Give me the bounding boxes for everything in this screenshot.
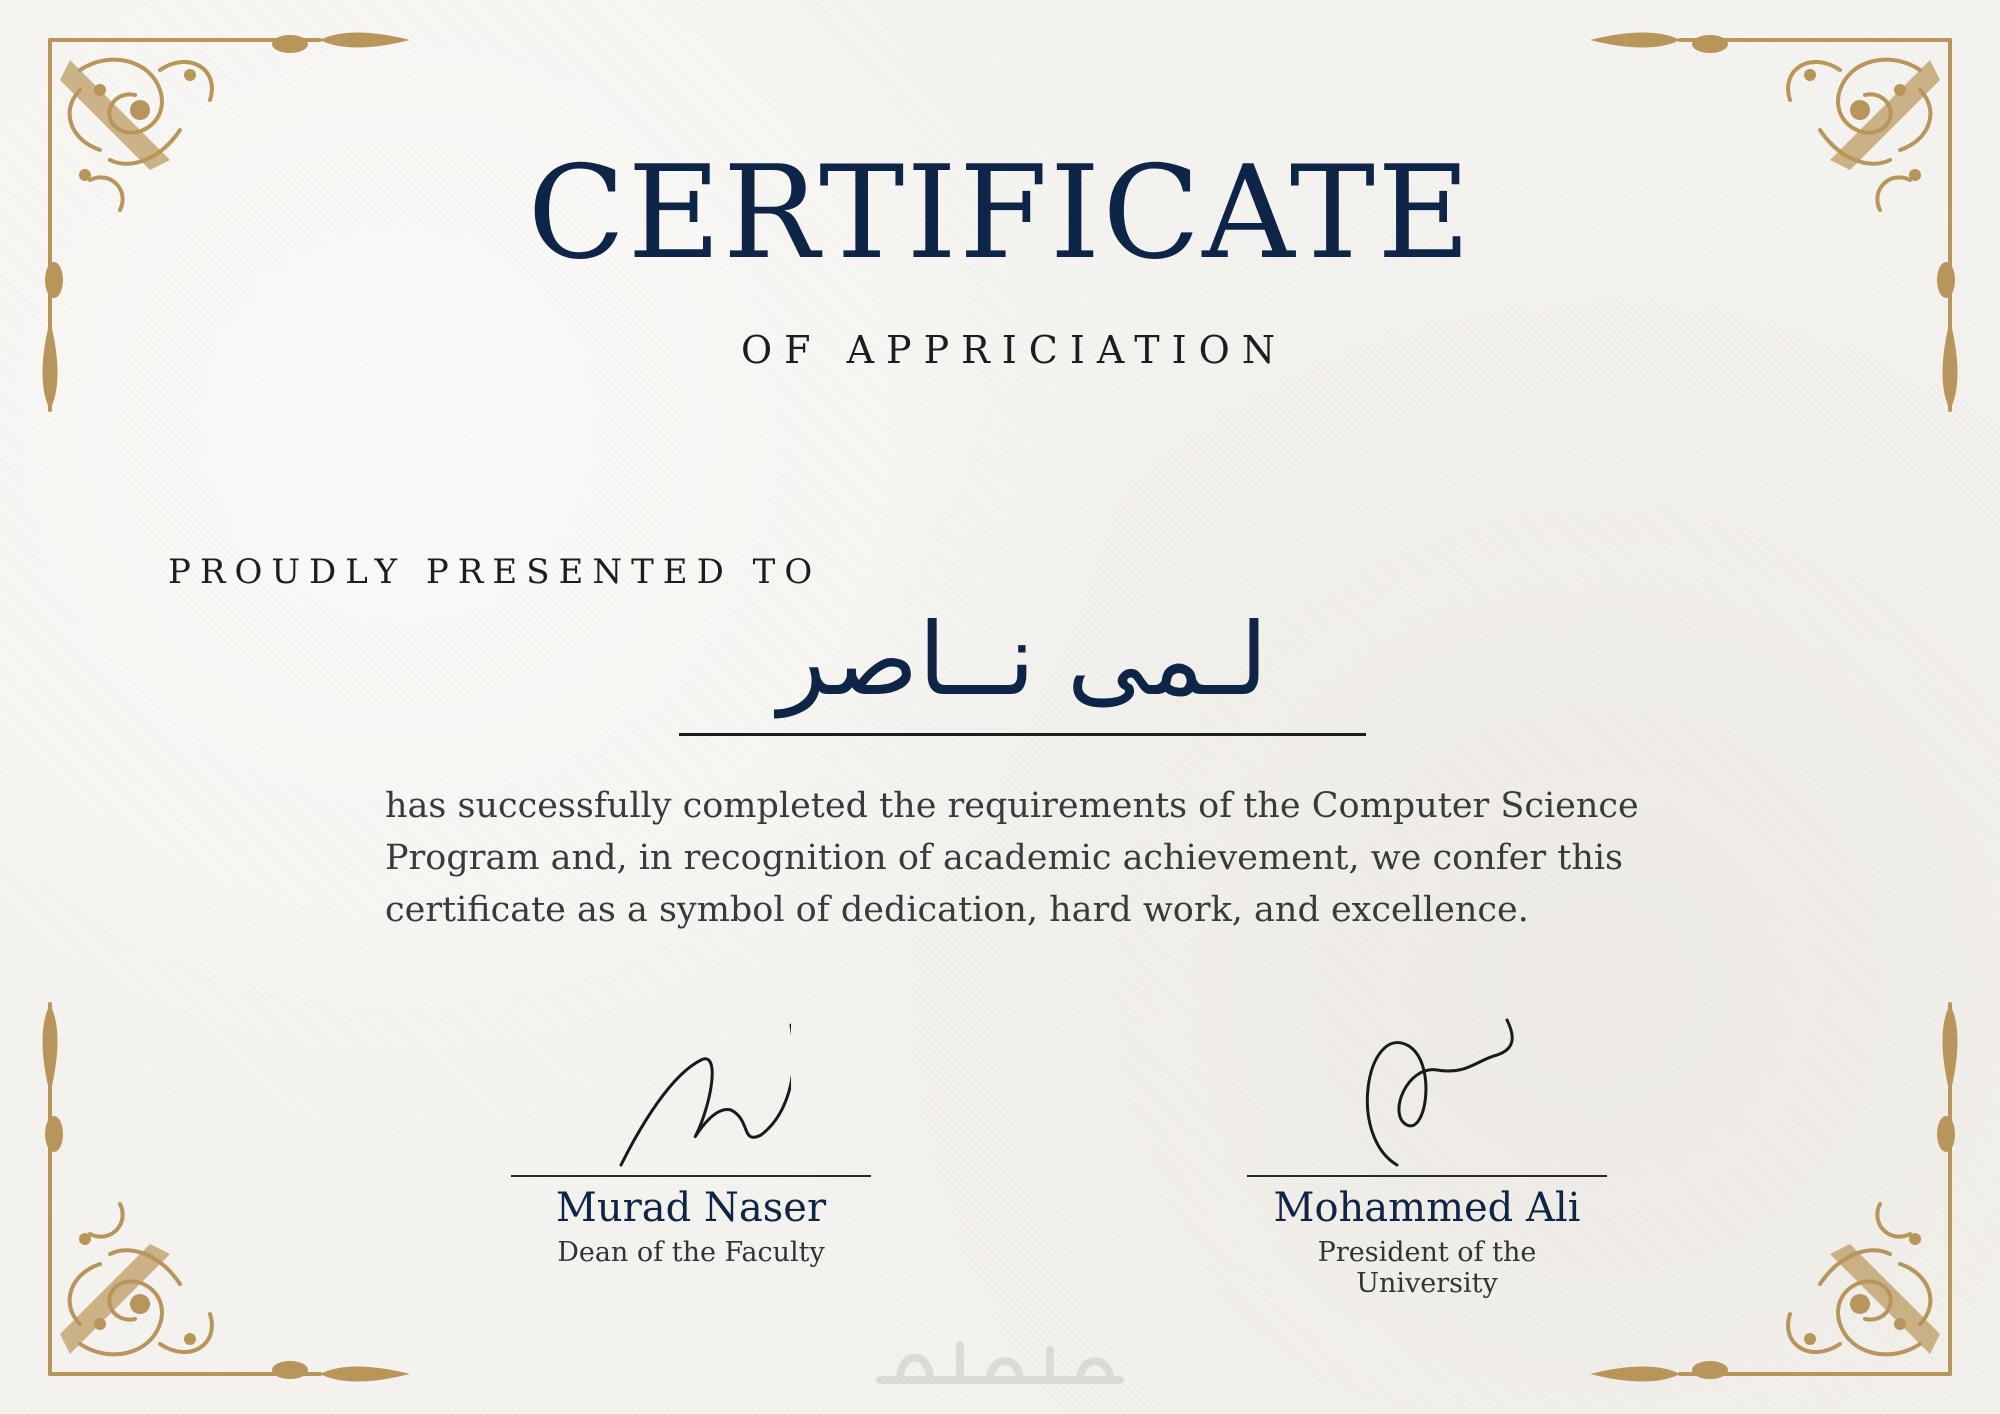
handwritten-signature xyxy=(1327,1015,1527,1175)
signer-role: President of the University xyxy=(1317,1237,1537,1299)
signature-line xyxy=(1247,1175,1607,1177)
ornamental-corner-icon xyxy=(40,964,460,1384)
presented-label: PROUDLY PRESENTED TO xyxy=(168,552,822,592)
signature-block-dean xyxy=(511,1015,871,1268)
recipient-name: لـمى نــاصر xyxy=(778,601,1268,718)
name-underline xyxy=(679,733,1366,736)
signer-name: Mohammed Ali xyxy=(1273,1185,1581,1231)
watermark-logo-icon xyxy=(870,1330,1130,1390)
signer-role: Dean of the Faculty xyxy=(557,1237,825,1268)
watermark-logo xyxy=(870,1330,1130,1390)
signature-block-president xyxy=(1247,1015,1607,1299)
handwritten-signature xyxy=(591,1015,791,1175)
signer-name: Murad Naser xyxy=(555,1185,827,1231)
certificate-title: CERTIFICATE xyxy=(527,139,1473,288)
signature-line xyxy=(511,1175,871,1177)
certificate-body: has successfully completed the requirements of the Computer Science Program and, in recognition of academic achievement, we confer this certificate as a symbol of dedication, hard work, and excellence. xyxy=(385,786,1639,930)
certificate-subtitle: OF APPRICIATION xyxy=(740,328,1287,372)
